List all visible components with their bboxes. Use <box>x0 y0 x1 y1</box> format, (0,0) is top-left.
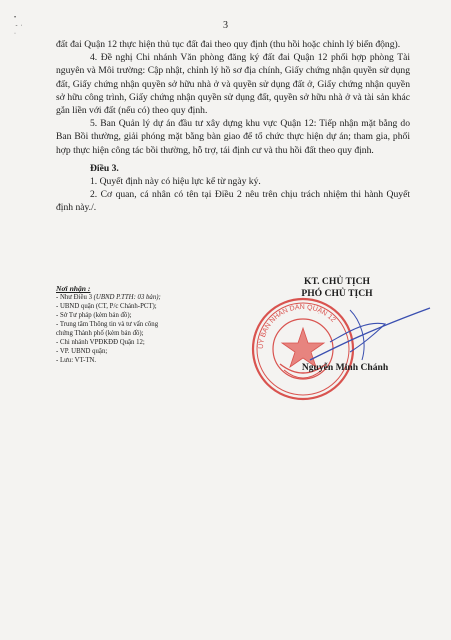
signer-name: Nguyễn Minh Chánh <box>301 362 389 373</box>
recipient-item: - Chi nhánh VPĐKĐĐ Quận 12; <box>56 339 145 346</box>
recipient-item: - Sở Tư pháp (kèm bản đồ); <box>56 312 132 319</box>
recipient-item <box>56 293 246 302</box>
page-number: 3 <box>223 20 228 31</box>
recipient-item: - Lưu: VT-TN. <box>56 357 97 364</box>
recipient-item: - Trung tâm Thông tin và tư vấn công <box>56 321 159 328</box>
paragraph-item-5: 5. Ban Quản lý dự án đầu tư xây dựng khu vực Quận 12: Tiếp nhận mặt bằng do Ban Bồi thường, giải phóng mặt bằng bàn giao để tổ chức thực hiện dự án; tham gia, phối hợp thực hiện công tác bồi thường, hỗ trợ, tái định cư và thu hồi đất theo quy định. <box>56 118 410 156</box>
recipients-heading: Nơi nhận : <box>56 284 91 293</box>
recipient-item: - VP. UBND quận; <box>56 348 108 355</box>
paragraph-item-4: 4. Đề nghị Chi nhánh Văn phòng đăng ký đất đai Quận 12 phối hợp phòng Tài nguyên và Môi trường: Cập nhật, chỉnh lý hồ sơ địa chính, Giấy chứng nhận quyền sử dụng đất, Giấy chứng nhận quyền sở hữu nhà ở và quyền sử dụng đất ở, Giấy chứng nhận quyền sở hữu công trình, Giấy chứng nhận quyền sử dụng đất, quyền sở hữu nhà ở và tài sản khác gắn liền với đất (nếu có) theo quy định. <box>56 52 410 117</box>
signature-subtitle: PHÓ CHỦ TỊCH <box>301 288 373 299</box>
recipient-prefix: - Như Điều 3 <box>56 294 94 301</box>
recipient-item: - UBND quận (CT, P/c Chánh-PCT); <box>56 303 157 310</box>
recipients-list <box>56 284 246 365</box>
article-3-item-2: 2. Cơ quan, cá nhân có tên tại Điều 2 nêu trên chịu trách nhiệm thi hành Quyết định này./. <box>56 189 410 214</box>
svg-text:ỦY BAN NHÂN DÂN QUẬN 12: ỦY BAN NHÂN DÂN QUẬN 12 <box>257 303 337 350</box>
paragraph-continuation: đất đai Quận 12 thực hiện thủ tục đất đai theo quy định (thu hồi hoặc chỉnh lý biến động). <box>56 39 401 50</box>
body-text <box>56 38 410 215</box>
article-3-item-1: 1. Quyết định này có hiệu lực kể từ ngày ký. <box>90 176 261 188</box>
signature-title: KT. CHỦ TỊCH <box>303 276 370 287</box>
scan-marks: • - · · <box>14 15 23 37</box>
article-3-title: Điều 3. <box>90 162 119 174</box>
recipient-note: (UBND P.TTH: 03 bản); <box>93 294 161 301</box>
recipient-item: chứng Thành phố (kèm bản đồ); <box>56 330 144 337</box>
